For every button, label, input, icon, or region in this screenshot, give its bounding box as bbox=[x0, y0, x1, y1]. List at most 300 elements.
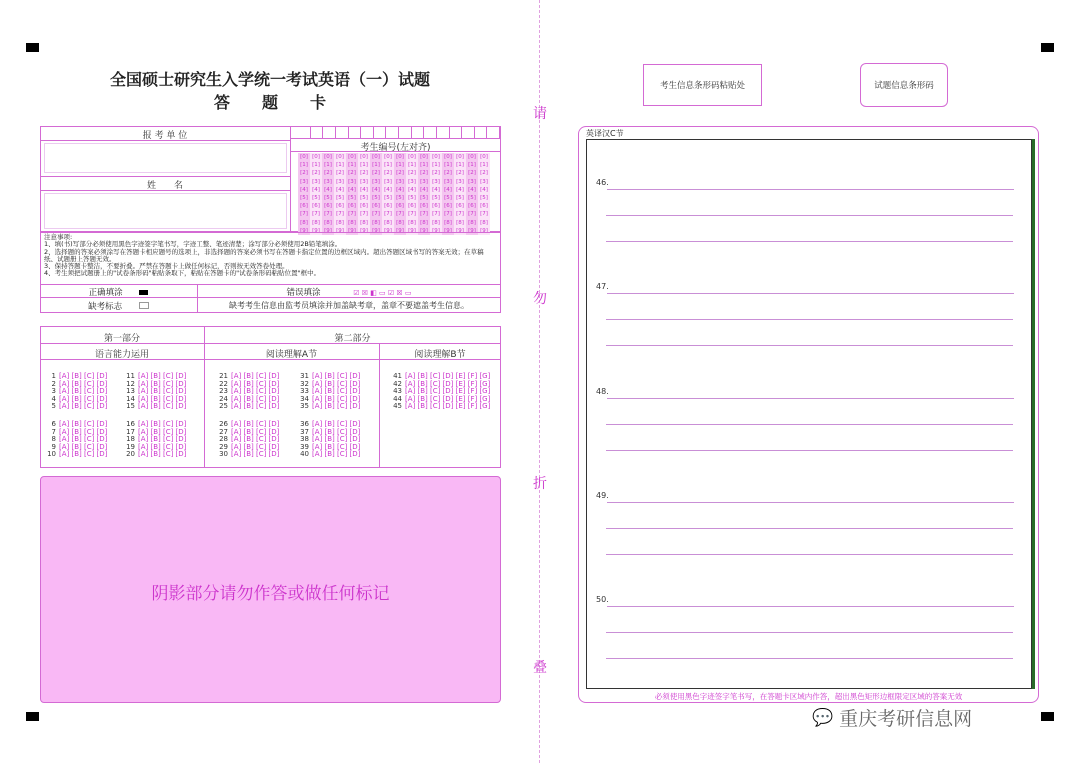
id-digit-bubble[interactable]: [4] bbox=[454, 186, 466, 194]
option-bubbles[interactable]: [A] [B] [C] [D] bbox=[59, 387, 108, 396]
question-number: 37 bbox=[300, 427, 309, 436]
id-digit-bubble[interactable]: [2] bbox=[454, 169, 466, 177]
id-digit-bubble[interactable]: [6] bbox=[394, 202, 406, 210]
question-number: 5 bbox=[51, 402, 56, 411]
question-group-6-10[interactable] bbox=[45, 421, 107, 459]
id-digit-bubble[interactable]: [9] bbox=[382, 227, 394, 235]
option-bubbles[interactable]: [A] [B] [C] [D] bbox=[59, 435, 108, 444]
id-digit-bubble[interactable]: [4] bbox=[358, 186, 370, 194]
question-row[interactable] bbox=[124, 451, 186, 459]
question-group-21-25[interactable] bbox=[217, 373, 279, 411]
id-digit-bubble[interactable]: [0] bbox=[382, 153, 394, 161]
notes-line: 3、保持答题卡整洁，不要折叠。严禁在答题卡上做任何标记，否则按无效答卷处理。 bbox=[44, 262, 289, 271]
id-digit-bubble[interactable]: [0] bbox=[358, 153, 370, 161]
id-digit-bubble[interactable]: [8] bbox=[466, 219, 478, 227]
question-number: 36 bbox=[300, 420, 309, 428]
question-barcode-area bbox=[860, 63, 948, 107]
id-digit-bubble[interactable]: [6] bbox=[334, 202, 346, 210]
fold-char: 叠 bbox=[533, 660, 547, 676]
translation-question-number: 49. bbox=[596, 491, 609, 500]
id-digit-bubble[interactable]: [1] bbox=[466, 161, 478, 169]
question-number: 18 bbox=[126, 435, 135, 444]
option-bubbles[interactable]: [A] [B] [C] [D] bbox=[138, 435, 187, 444]
option-bubbles[interactable]: [A] [B] [C] [D] bbox=[231, 402, 280, 411]
notes-title: 注意事项: bbox=[44, 233, 73, 241]
id-digit-bubble[interactable]: [0] bbox=[334, 153, 346, 161]
option-bubbles[interactable]: [A] [B] [C] [D] bbox=[231, 379, 280, 388]
id-digit-bubble[interactable]: [5] bbox=[430, 194, 442, 202]
question-number: 12 bbox=[126, 379, 135, 388]
id-digit-bubble[interactable]: [3] bbox=[418, 178, 430, 186]
fold-char: 请 bbox=[533, 106, 547, 122]
id-digit-bubble[interactable]: [7] bbox=[394, 210, 406, 218]
id-digit-bubble[interactable]: [7] bbox=[298, 210, 310, 218]
question-number: 34 bbox=[300, 394, 309, 403]
id-digit-bubble[interactable]: [0] bbox=[454, 153, 466, 161]
id-digit-bubble[interactable]: [2] bbox=[310, 169, 322, 177]
id-digit-bubble[interactable]: [7] bbox=[466, 210, 478, 218]
id-digit-bubble[interactable]: [7] bbox=[454, 210, 466, 218]
id-digit-bubble[interactable]: [3] bbox=[454, 178, 466, 186]
id-digit-bubble[interactable]: [2] bbox=[334, 169, 346, 177]
id-digit-bubble[interactable]: [5] bbox=[442, 194, 454, 202]
question-number: 27 bbox=[219, 427, 228, 436]
option-bubbles[interactable]: [A] [B] [C] [D] bbox=[312, 435, 361, 444]
answer-line[interactable] bbox=[606, 345, 1013, 346]
id-digit-bubble[interactable]: [1] bbox=[346, 161, 358, 169]
id-digit-bubble[interactable]: [4] bbox=[382, 186, 394, 194]
question-row[interactable] bbox=[217, 403, 279, 411]
option-bubbles[interactable]: [A] [B] [C] [D] [E] [F] [G] bbox=[405, 402, 491, 411]
answer-line[interactable] bbox=[606, 450, 1013, 451]
option-bubbles[interactable]: [A] [B] [C] [D] bbox=[312, 372, 361, 380]
question-number: 28 bbox=[219, 435, 228, 444]
id-digit-bubble[interactable]: [7] bbox=[430, 210, 442, 218]
id-digit-bubble[interactable]: [2] bbox=[358, 169, 370, 177]
id-digit-bubble[interactable]: [4] bbox=[466, 186, 478, 194]
id-digit-bubble[interactable]: [2] bbox=[394, 169, 406, 177]
question-row[interactable] bbox=[45, 403, 107, 411]
id-digit-bubble[interactable]: [2] bbox=[478, 169, 490, 177]
id-digit-bubble[interactable]: [4] bbox=[346, 186, 358, 194]
id-digit-row[interactable] bbox=[298, 177, 500, 185]
id-digit-bubble[interactable]: [3] bbox=[346, 178, 358, 186]
answer-line[interactable] bbox=[606, 658, 1013, 659]
id-digit-row[interactable] bbox=[298, 209, 500, 217]
id-digit-bubble[interactable]: [0] bbox=[442, 153, 454, 161]
id-digit-bubble[interactable]: [3] bbox=[382, 178, 394, 186]
option-bubbles[interactable]: [A] [B] [C] [D] bbox=[231, 372, 280, 380]
id-digit-bubble[interactable]: [9] bbox=[310, 227, 322, 235]
id-digit-row[interactable] bbox=[298, 201, 500, 209]
shaded-text: 阴影部分请勿作答或做任何标记 bbox=[151, 584, 390, 604]
id-digit-bubble[interactable]: [2] bbox=[382, 169, 394, 177]
question-row[interactable] bbox=[45, 451, 107, 459]
id-digit-bubble[interactable]: [6] bbox=[298, 202, 310, 210]
id-digit-bubble[interactable]: [5] bbox=[466, 194, 478, 202]
watermark bbox=[812, 704, 972, 731]
id-digit-bubble[interactable]: [8] bbox=[442, 219, 454, 227]
option-bubbles[interactable]: [A] [B] [C] [D] bbox=[312, 394, 361, 403]
option-bubbles[interactable]: [A] [B] [C] [D] bbox=[138, 372, 187, 380]
question-row[interactable] bbox=[391, 403, 490, 411]
id-digit-bubble[interactable]: [8] bbox=[394, 219, 406, 227]
name-field[interactable] bbox=[44, 193, 287, 229]
option-bubbles[interactable]: [A] [B] [C] [D] bbox=[231, 435, 280, 444]
exam-id-label: 考生编号(左对齐) bbox=[360, 143, 431, 153]
id-digit-bubble[interactable]: [0] bbox=[322, 153, 334, 161]
id-digit-bubble[interactable]: [2] bbox=[298, 169, 310, 177]
answer-line[interactable] bbox=[606, 528, 1013, 529]
id-digit-row[interactable] bbox=[298, 168, 500, 176]
id-digit-bubble[interactable]: [3] bbox=[406, 178, 418, 186]
id-digit-bubble[interactable]: [8] bbox=[298, 219, 310, 227]
id-digit-bubble[interactable]: [5] bbox=[358, 194, 370, 202]
id-digit-bubble[interactable]: [0] bbox=[406, 153, 418, 161]
id-digit-bubble[interactable]: [1] bbox=[442, 161, 454, 169]
option-bubbles[interactable]: [A] [B] [C] [D] bbox=[59, 442, 108, 451]
id-digit-bubble[interactable]: [1] bbox=[358, 161, 370, 169]
question-group-41-45[interactable] bbox=[391, 373, 490, 411]
id-digit-bubble[interactable]: [9] bbox=[298, 227, 310, 235]
id-digit-bubble[interactable]: [9] bbox=[442, 227, 454, 235]
option-bubbles[interactable]: [A] [B] [C] [D] bbox=[138, 450, 187, 459]
option-bubbles[interactable]: [A] [B] [C] [D] bbox=[59, 450, 108, 459]
question-number: 7 bbox=[51, 427, 56, 436]
option-bubbles[interactable]: [A] [B] [C] [D] bbox=[231, 442, 280, 451]
section-reading-a: 阅读理解A节 bbox=[265, 350, 318, 360]
id-digit-bubble[interactable]: [3] bbox=[430, 178, 442, 186]
option-bubbles[interactable]: [A] [B] [C] [D] bbox=[59, 372, 108, 380]
id-digit-bubble[interactable]: [2] bbox=[370, 169, 382, 177]
option-bubbles[interactable]: [A] [B] [C] [D] bbox=[138, 387, 187, 396]
option-bubbles[interactable]: [A] [B] [C] [D] [E] [F] [G] bbox=[405, 387, 491, 396]
id-digit-bubble[interactable]: [7] bbox=[382, 210, 394, 218]
id-digit-bubble[interactable]: [8] bbox=[322, 219, 334, 227]
option-bubbles[interactable]: [A] [B] [C] [D] bbox=[312, 450, 361, 459]
registration-mark bbox=[1041, 712, 1054, 721]
id-digit-bubble[interactable]: [8] bbox=[454, 219, 466, 227]
id-digit-bubble[interactable]: [9] bbox=[358, 227, 370, 235]
id-digit-bubble[interactable]: [8] bbox=[478, 219, 490, 227]
translation-question-number: 47. bbox=[596, 282, 609, 291]
id-digit-row[interactable] bbox=[298, 218, 500, 226]
id-digit-bubble[interactable]: [1] bbox=[406, 161, 418, 169]
id-digit-bubble[interactable]: [6] bbox=[382, 202, 394, 210]
question-number: 43 bbox=[393, 387, 402, 396]
question-row[interactable] bbox=[217, 451, 279, 459]
id-digit-bubble[interactable]: [6] bbox=[310, 202, 322, 210]
question-number: 17 bbox=[126, 427, 135, 436]
id-digit-row[interactable] bbox=[298, 160, 500, 168]
registration-mark bbox=[1041, 43, 1054, 52]
id-digit-bubble[interactable]: [1] bbox=[310, 161, 322, 169]
option-bubbles[interactable]: [A] [B] [C] [D] bbox=[231, 387, 280, 396]
option-bubbles[interactable]: [A] [B] [C] [D] bbox=[312, 387, 361, 396]
id-digit-bubble[interactable]: [1] bbox=[430, 161, 442, 169]
option-bubbles[interactable]: [A] [B] [C] [D] [E] [F] [G] bbox=[405, 372, 491, 380]
id-digit-bubble[interactable]: [7] bbox=[442, 210, 454, 218]
option-bubbles[interactable]: [A] [B] [C] [D] bbox=[59, 394, 108, 403]
id-digit-bubble[interactable]: [6] bbox=[442, 202, 454, 210]
option-bubbles[interactable]: [A] [B] [C] [D] bbox=[231, 420, 280, 428]
id-digit-bubble[interactable]: [4] bbox=[298, 186, 310, 194]
id-digit-bubble[interactable]: [2] bbox=[466, 169, 478, 177]
id-digit-bubble[interactable]: [4] bbox=[418, 186, 430, 194]
option-bubbles[interactable]: [A] [B] [C] [D] bbox=[59, 402, 108, 411]
question-row[interactable] bbox=[298, 403, 360, 411]
option-bubbles[interactable]: [A] [B] [C] [D] bbox=[59, 379, 108, 388]
id-digit-bubble[interactable]: [3] bbox=[442, 178, 454, 186]
id-digit-bubble[interactable]: [9] bbox=[370, 227, 382, 235]
id-digit-bubble[interactable]: [6] bbox=[346, 202, 358, 210]
id-digit-bubble[interactable]: [0] bbox=[478, 153, 490, 161]
answer-line[interactable] bbox=[607, 189, 1014, 190]
option-bubbles[interactable]: [A] [B] [C] [D] bbox=[138, 420, 187, 428]
option-bubbles[interactable]: [A] [B] [C] [D] bbox=[231, 394, 280, 403]
id-digit-bubble[interactable]: [5] bbox=[454, 194, 466, 202]
answer-line[interactable] bbox=[607, 606, 1014, 607]
id-digit-bubble[interactable]: [1] bbox=[370, 161, 382, 169]
id-digit-bubble[interactable]: [4] bbox=[406, 186, 418, 194]
id-digit-bubble[interactable]: [5] bbox=[370, 194, 382, 202]
id-digit-bubble[interactable]: [8] bbox=[382, 219, 394, 227]
answer-line[interactable] bbox=[606, 632, 1013, 633]
id-digit-bubble[interactable]: [9] bbox=[346, 227, 358, 235]
id-digit-bubble[interactable]: [1] bbox=[418, 161, 430, 169]
id-digit-bubble[interactable]: [5] bbox=[478, 194, 490, 202]
id-digit-row[interactable] bbox=[298, 185, 500, 193]
translation-question-number: 46. bbox=[596, 178, 609, 187]
id-digit-bubble[interactable]: [6] bbox=[358, 202, 370, 210]
id-digit-bubble[interactable]: [4] bbox=[310, 186, 322, 194]
id-digit-bubble[interactable]: [8] bbox=[406, 219, 418, 227]
correct-label: 正确填涂 bbox=[88, 288, 123, 298]
id-digit-bubble[interactable]: [3] bbox=[298, 178, 310, 186]
question-group-1-5[interactable] bbox=[45, 373, 107, 411]
question-group-31-35[interactable] bbox=[298, 373, 360, 411]
watermark-text: 重庆考研信息网 bbox=[839, 708, 973, 730]
id-digit-bubble[interactable]: [2] bbox=[346, 169, 358, 177]
id-digit-bubble[interactable]: [9] bbox=[454, 227, 466, 235]
id-digit-bubble[interactable]: [7] bbox=[346, 210, 358, 218]
id-digit-bubble[interactable]: [5] bbox=[394, 194, 406, 202]
answer-line[interactable] bbox=[606, 319, 1013, 320]
id-digit-bubble[interactable]: [0] bbox=[370, 153, 382, 161]
id-digit-bubble[interactable]: [6] bbox=[478, 202, 490, 210]
id-digit-bubble[interactable]: [4] bbox=[370, 186, 382, 194]
candidate-barcode-area bbox=[643, 64, 762, 106]
id-digit-bubble[interactable]: [6] bbox=[454, 202, 466, 210]
id-digit-bubble[interactable]: [7] bbox=[478, 210, 490, 218]
id-digit-bubble[interactable]: [1] bbox=[334, 161, 346, 169]
question-group-11-15[interactable] bbox=[124, 373, 186, 411]
id-digit-bubble[interactable]: [5] bbox=[322, 194, 334, 202]
correct-fill bbox=[40, 286, 197, 298]
id-digit-row[interactable] bbox=[298, 152, 500, 160]
id-digit-bubble[interactable]: [0] bbox=[466, 153, 478, 161]
answer-line[interactable] bbox=[607, 398, 1014, 399]
question-number: 1 bbox=[51, 372, 56, 380]
id-digit-bubble[interactable]: [9] bbox=[418, 227, 430, 235]
question-number: 22 bbox=[219, 379, 228, 388]
id-digit-bubble[interactable]: [4] bbox=[478, 186, 490, 194]
id-digit-bubble[interactable]: [6] bbox=[430, 202, 442, 210]
id-digit-bubble[interactable]: [6] bbox=[322, 202, 334, 210]
id-digit-bubble[interactable]: [9] bbox=[334, 227, 346, 235]
option-bubbles[interactable]: [A] [B] [C] [D] bbox=[59, 427, 108, 436]
answer-line[interactable] bbox=[607, 293, 1014, 294]
id-digit-bubble[interactable]: [5] bbox=[334, 194, 346, 202]
id-digit-bubble[interactable]: [0] bbox=[394, 153, 406, 161]
id-digit-row[interactable] bbox=[298, 193, 500, 201]
id-digit-bubble[interactable]: [0] bbox=[346, 153, 358, 161]
question-row[interactable] bbox=[298, 451, 360, 459]
option-bubbles[interactable]: [A] [B] [C] [D] bbox=[312, 402, 361, 411]
question-number: 26 bbox=[219, 420, 228, 428]
option-bubbles[interactable]: [A] [B] [C] [D] bbox=[138, 427, 187, 436]
absent-note: 缺考考生信息由监考员填涂并加盖缺考章，盖章不要遮盖考生信息。 bbox=[229, 301, 469, 310]
registration-mark bbox=[26, 43, 39, 52]
id-digit-bubble[interactable]: [8] bbox=[430, 219, 442, 227]
option-bubbles[interactable]: [A] [B] [C] [D] bbox=[138, 394, 187, 403]
barcode2-label: 试题信息条形码 bbox=[874, 81, 934, 91]
id-digit-bubble[interactable]: [5] bbox=[346, 194, 358, 202]
id-digit-bubble[interactable]: [1] bbox=[322, 161, 334, 169]
option-bubbles[interactable]: [A] [B] [C] [D] bbox=[138, 402, 187, 411]
id-digit-bubble[interactable]: [1] bbox=[298, 161, 310, 169]
id-digit-bubble[interactable]: [8] bbox=[370, 219, 382, 227]
id-digit-bubble[interactable]: [5] bbox=[418, 194, 430, 202]
option-bubbles[interactable]: [A] [B] [C] [D] bbox=[312, 442, 361, 451]
id-digit-bubble[interactable]: [2] bbox=[430, 169, 442, 177]
id-digit-bubble[interactable]: [5] bbox=[310, 194, 322, 202]
id-digit-bubble[interactable]: [4] bbox=[334, 186, 346, 194]
id-digit-bubble[interactable]: [8] bbox=[310, 219, 322, 227]
id-digit-bubble[interactable]: [3] bbox=[394, 178, 406, 186]
id-digit-bubble[interactable]: [1] bbox=[382, 161, 394, 169]
id-digit-bubble[interactable]: [8] bbox=[346, 219, 358, 227]
id-digit-bubble[interactable]: [9] bbox=[394, 227, 406, 235]
id-digit-bubble[interactable]: [7] bbox=[310, 210, 322, 218]
id-digit-bubble[interactable]: [3] bbox=[358, 178, 370, 186]
question-number: 4 bbox=[51, 394, 56, 403]
option-bubbles[interactable]: [A] [B] [C] [D] [E] [F] [G] bbox=[405, 394, 491, 403]
id-digit-bubble[interactable]: [7] bbox=[334, 210, 346, 218]
question-group-36-40[interactable] bbox=[298, 421, 360, 459]
option-bubbles[interactable]: [A] [B] [C] [D] bbox=[312, 379, 361, 388]
id-digit-bubble[interactable]: [3] bbox=[466, 178, 478, 186]
id-digit-bubble[interactable]: [0] bbox=[418, 153, 430, 161]
question-number: 42 bbox=[393, 379, 402, 388]
id-digit-bubble[interactable]: [4] bbox=[430, 186, 442, 194]
name-label: 姓 名 bbox=[146, 181, 183, 191]
id-digit-bubble[interactable]: [7] bbox=[418, 210, 430, 218]
id-digit-bubble[interactable]: [2] bbox=[418, 169, 430, 177]
id-digit-bubble[interactable]: [5] bbox=[298, 194, 310, 202]
answer-line[interactable] bbox=[606, 241, 1013, 242]
id-digit-bubble[interactable]: [0] bbox=[310, 153, 322, 161]
id-digit-bubble[interactable]: [0] bbox=[430, 153, 442, 161]
wechat-icon: 💬 bbox=[812, 707, 834, 728]
question-number: 31 bbox=[300, 372, 309, 380]
exam-id-bubble-grid[interactable] bbox=[298, 152, 500, 234]
id-digit-bubble[interactable]: [7] bbox=[406, 210, 418, 218]
id-digit-bubble[interactable]: [6] bbox=[406, 202, 418, 210]
id-digit-bubble[interactable]: [7] bbox=[370, 210, 382, 218]
id-digit-bubble[interactable]: [2] bbox=[442, 169, 454, 177]
id-digit-bubble[interactable]: [2] bbox=[322, 169, 334, 177]
answer-line[interactable] bbox=[606, 424, 1013, 425]
absent-checkbox[interactable] bbox=[139, 302, 149, 309]
question-number: 23 bbox=[219, 387, 228, 396]
translation-question-number: 48. bbox=[596, 387, 609, 396]
fold-char: 勿 bbox=[533, 291, 547, 307]
option-bubbles[interactable]: [A] [B] [C] [D] bbox=[138, 442, 187, 451]
id-digit-bubble[interactable]: [7] bbox=[322, 210, 334, 218]
id-digit-bubble[interactable]: [6] bbox=[418, 202, 430, 210]
question-number: 40 bbox=[300, 450, 309, 459]
id-digit-bubble[interactable]: [4] bbox=[442, 186, 454, 194]
question-group-26-30[interactable] bbox=[217, 421, 279, 459]
option-bubbles[interactable]: [A] [B] [C] [D] bbox=[231, 450, 280, 459]
id-digit-bubble[interactable]: [9] bbox=[322, 227, 334, 235]
question-group-16-20[interactable] bbox=[124, 421, 186, 459]
id-digit-bubble[interactable]: [9] bbox=[478, 227, 490, 235]
id-digit-bubble[interactable]: [8] bbox=[418, 219, 430, 227]
id-digit-bubble[interactable]: [7] bbox=[358, 210, 370, 218]
option-bubbles[interactable]: [A] [B] [C] [D] bbox=[231, 427, 280, 436]
id-digit-bubble[interactable]: [9] bbox=[430, 227, 442, 235]
id-digit-bubble[interactable]: [0] bbox=[298, 153, 310, 161]
option-bubbles[interactable]: [A] [B] [C] [D] bbox=[312, 427, 361, 436]
id-digit-bubble[interactable]: [3] bbox=[478, 178, 490, 186]
id-digit-bubble[interactable]: [3] bbox=[334, 178, 346, 186]
unit-field[interactable] bbox=[44, 143, 287, 173]
answer-line[interactable] bbox=[606, 215, 1013, 216]
id-digit-bubble[interactable]: [9] bbox=[466, 227, 478, 235]
id-digit-bubble[interactable]: [5] bbox=[382, 194, 394, 202]
absent-label: 缺考标志 bbox=[88, 302, 123, 312]
question-row[interactable] bbox=[124, 403, 186, 411]
id-digit-bubble[interactable]: [3] bbox=[370, 178, 382, 186]
id-digit-bubble[interactable]: [3] bbox=[310, 178, 322, 186]
id-digit-bubble[interactable]: [1] bbox=[454, 161, 466, 169]
question-number: 10 bbox=[47, 450, 56, 459]
id-digit-bubble[interactable]: [2] bbox=[406, 169, 418, 177]
id-digit-bubble[interactable]: [1] bbox=[478, 161, 490, 169]
id-digit-bubble[interactable]: [3] bbox=[322, 178, 334, 186]
id-digit-bubble[interactable]: [5] bbox=[406, 194, 418, 202]
option-bubbles[interactable]: [A] [B] [C] [D] bbox=[138, 379, 187, 388]
answer-line[interactable] bbox=[606, 554, 1013, 555]
id-write-cells[interactable] bbox=[298, 127, 500, 138]
id-digit-bubble[interactable]: [8] bbox=[334, 219, 346, 227]
id-digit-bubble[interactable]: [4] bbox=[394, 186, 406, 194]
question-number: 44 bbox=[393, 394, 402, 403]
id-digit-bubble[interactable]: [6] bbox=[370, 202, 382, 210]
id-digit-bubble[interactable]: [9] bbox=[406, 227, 418, 235]
question-number: 3 bbox=[51, 387, 56, 396]
id-digit-bubble[interactable]: [4] bbox=[322, 186, 334, 194]
id-digit-bubble[interactable]: [6] bbox=[466, 202, 478, 210]
id-digit-bubble[interactable]: [8] bbox=[358, 219, 370, 227]
answer-line[interactable] bbox=[607, 502, 1014, 503]
id-digit-bubble[interactable]: [1] bbox=[394, 161, 406, 169]
option-bubbles[interactable]: [A] [B] [C] [D] bbox=[312, 420, 361, 428]
option-bubbles[interactable]: [A] [B] [C] [D] bbox=[59, 420, 108, 428]
option-bubbles[interactable]: [A] [B] [C] [D] [E] [F] [G] bbox=[405, 379, 491, 388]
